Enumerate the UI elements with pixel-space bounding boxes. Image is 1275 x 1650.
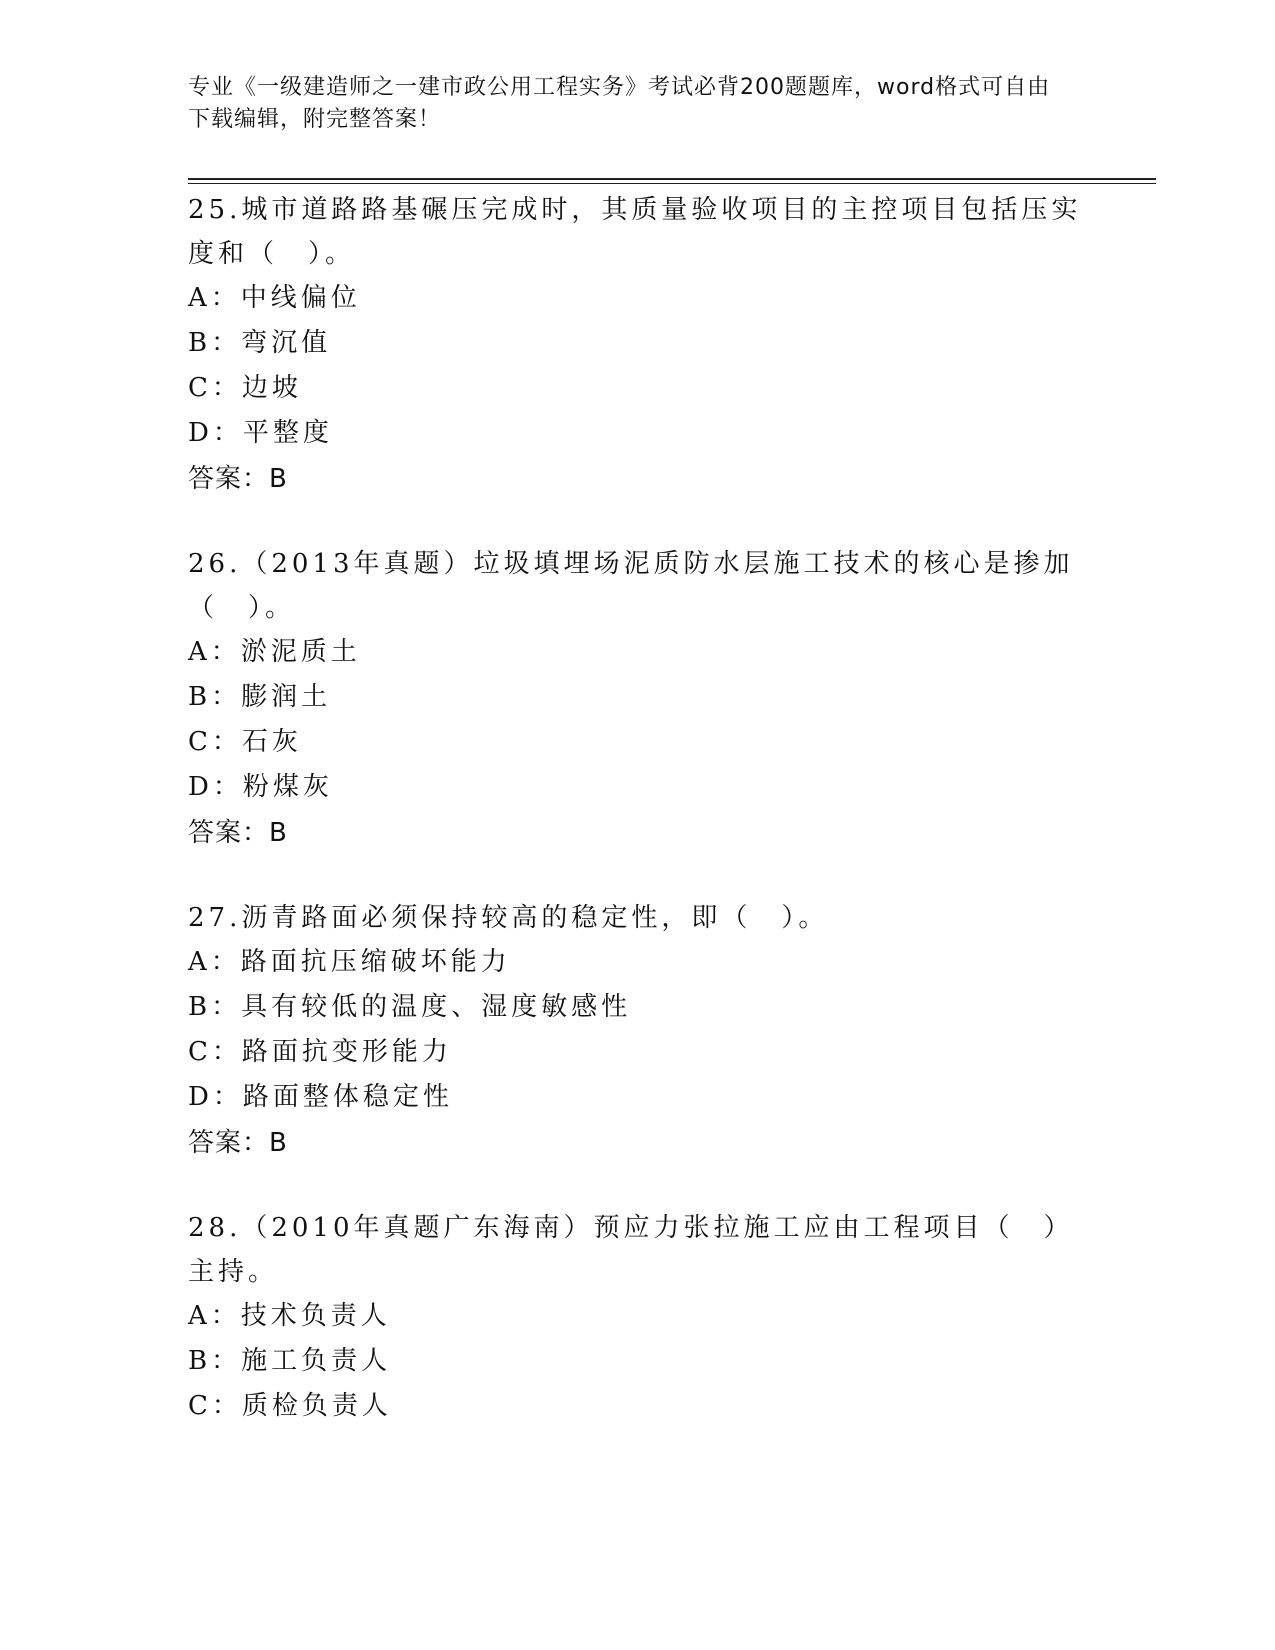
question-stem: 28.（2010年真题广东海南）预应力张拉施工应由工程项目（ ）主持。 bbox=[188, 1213, 1074, 1287]
answer: 答案：B bbox=[188, 1128, 288, 1158]
option-d: D：粉煤灰 bbox=[188, 772, 333, 802]
option-d: D：路面整体稳定性 bbox=[188, 1082, 453, 1112]
answer: 答案：B bbox=[188, 818, 288, 848]
question-stem: 25.城市道路路基碾压完成时，其质量验收项目的主控项目包括压实度和（ ）。 bbox=[188, 195, 1082, 269]
question-stem: 27.沥青路面必须保持较高的稳定性，即（ ）。 bbox=[188, 903, 829, 933]
option-a: A：中线偏位 bbox=[188, 283, 361, 313]
question-stem: 26.（2013年真题）垃圾填埋场泥质防水层施工技术的核心是掺加（ ）。 bbox=[188, 549, 1074, 623]
option-c: C：路面抗变形能力 bbox=[188, 1037, 452, 1067]
option-b: B：膨润土 bbox=[188, 682, 332, 712]
option-d: D：平整度 bbox=[188, 418, 333, 448]
question-27 bbox=[188, 896, 1088, 1166]
question-list bbox=[188, 188, 1088, 1469]
option-a: A：路面抗压缩破坏能力 bbox=[188, 947, 511, 977]
question-26 bbox=[188, 542, 1088, 856]
option-b: B：具有较低的温度、湿度敏感性 bbox=[188, 992, 632, 1022]
option-a: A：技术负责人 bbox=[188, 1301, 391, 1331]
option-c: C：石灰 bbox=[188, 727, 302, 757]
question-28 bbox=[188, 1206, 1088, 1429]
question-25 bbox=[188, 188, 1088, 502]
option-c: C：质检负责人 bbox=[188, 1391, 392, 1421]
option-c: C：边坡 bbox=[188, 373, 302, 403]
header-divider-thin bbox=[188, 183, 1156, 184]
page-header: 专业《一级建造师之一建市政公用工程实务》考试必背200题题库，word格式可自由下载编辑，附完整答案！ bbox=[188, 75, 1051, 132]
header-divider bbox=[188, 178, 1156, 180]
option-b: B：弯沉值 bbox=[188, 328, 332, 358]
answer: 答案：B bbox=[188, 464, 288, 494]
option-a: A：淤泥质土 bbox=[188, 637, 361, 667]
option-b: B：施工负责人 bbox=[188, 1346, 392, 1376]
